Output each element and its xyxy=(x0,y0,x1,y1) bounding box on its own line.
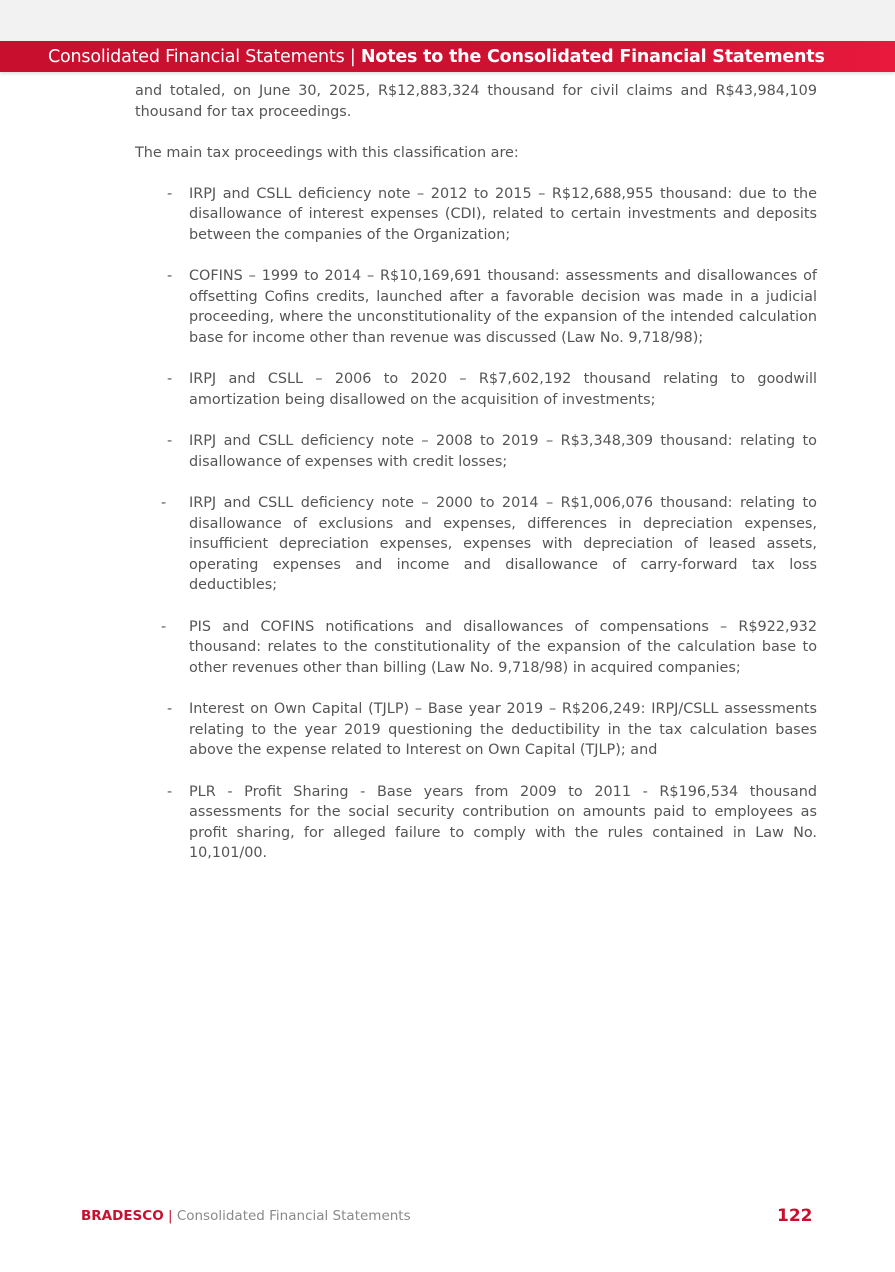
footer-document-label xyxy=(81,1207,411,1225)
list-item-text: PIS and COFINS notifications and disallowances of compensations – R$922,932 thousand: relates to the constitutionality of the expansion of the calculation base to other revenues other than billing (Law No. 9,718/98) in acquired companies; xyxy=(189,618,817,676)
list-item xyxy=(135,493,817,596)
header-separator: | xyxy=(344,47,361,67)
list-item xyxy=(135,617,817,679)
list-item-text: Interest on Own Capital (TJLP) – Base year 2019 – R$206,249: IRPJ/CSLL assessments relating to the year 2019 questioning the deductibility in the tax calculation bases above the expense related to Interest on Own Capital (TJLP); and xyxy=(189,701,817,758)
list-item xyxy=(135,184,817,246)
list-item-text: IRPJ and CSLL – 2006 to 2020 – R$7,602,192 thousand relating to goodwill amortization being disallowed on the acquisition of investments; xyxy=(189,371,817,408)
tax-proceedings-list xyxy=(135,184,817,864)
lead-paragraph: The main tax proceedings with this classification are: xyxy=(135,144,519,161)
list-item xyxy=(135,369,817,410)
bullet-dash: - xyxy=(167,185,173,202)
list-item-text: IRPJ and CSLL deficiency note – 2000 to 2014 – R$1,006,076 thousand: relating to disallowance of exclusions and expenses, differences in depreciation expenses, insufficient depreciation expenses, expenses with depreciation of leased assets, operating expenses and income and disallowance of carry-forward tax loss deductibles; xyxy=(189,495,817,593)
list-item xyxy=(135,266,817,348)
list-item-text: IRPJ and CSLL deficiency note – 2008 to 2019 – R$3,348,309 thousand: relating to disallowance of expenses with credit losses; xyxy=(189,433,817,470)
header-title xyxy=(48,45,825,69)
intro-paragraph: and totaled, on June 30, 2025, R$12,883,324 thousand for civil claims and R$43,984,109 thousand for tax proceedings. xyxy=(135,83,817,120)
bullet-dash: - xyxy=(167,371,173,387)
bullet-dash: - xyxy=(167,701,173,717)
list-item xyxy=(135,699,817,761)
bullet-dash: - xyxy=(161,618,167,635)
bullet-dash: - xyxy=(167,433,173,449)
footer-separator: | xyxy=(163,1208,177,1224)
list-item xyxy=(135,431,817,472)
footer-document-title: Consolidated Financial Statements xyxy=(176,1208,411,1224)
header-subsection: Notes to the Consolidated Financial Statements xyxy=(360,47,825,67)
page-number: 122 xyxy=(777,1206,813,1226)
footer-brand: BRADESCO xyxy=(81,1208,164,1224)
bullet-dash: - xyxy=(167,783,173,800)
list-item xyxy=(135,782,817,864)
top-margin-strip xyxy=(0,0,895,41)
list-item-text: COFINS – 1999 to 2014 – R$10,169,691 thousand: assessments and disallowances of offsetting Cofins credits, launched after a favorable decision was made in a judicial proceeding, where the unconstitutionality of the expansion of the intended calculation base for income other than revenue was discussed (Law No. 9,718/98); xyxy=(189,268,817,346)
page-content xyxy=(135,81,817,885)
bullet-dash: - xyxy=(161,495,167,511)
list-item-text: IRPJ and CSLL deficiency note – 2012 to 2015 – R$12,688,955 thousand: due to the disallowance of interest expenses (CDI), related to certain investments and deposits between the companies of the Organization; xyxy=(189,185,817,243)
list-item-text: PLR - Profit Sharing - Base years from 2009 to 2011 - R$196,534 thousand assessments for the social security contribution on amounts paid to employees as profit sharing, for alleged failure to comply with the rules contained in Law No. 10,101/00. xyxy=(189,783,817,861)
header-section: Consolidated Financial Statements xyxy=(48,47,345,67)
bullet-dash: - xyxy=(167,268,173,284)
